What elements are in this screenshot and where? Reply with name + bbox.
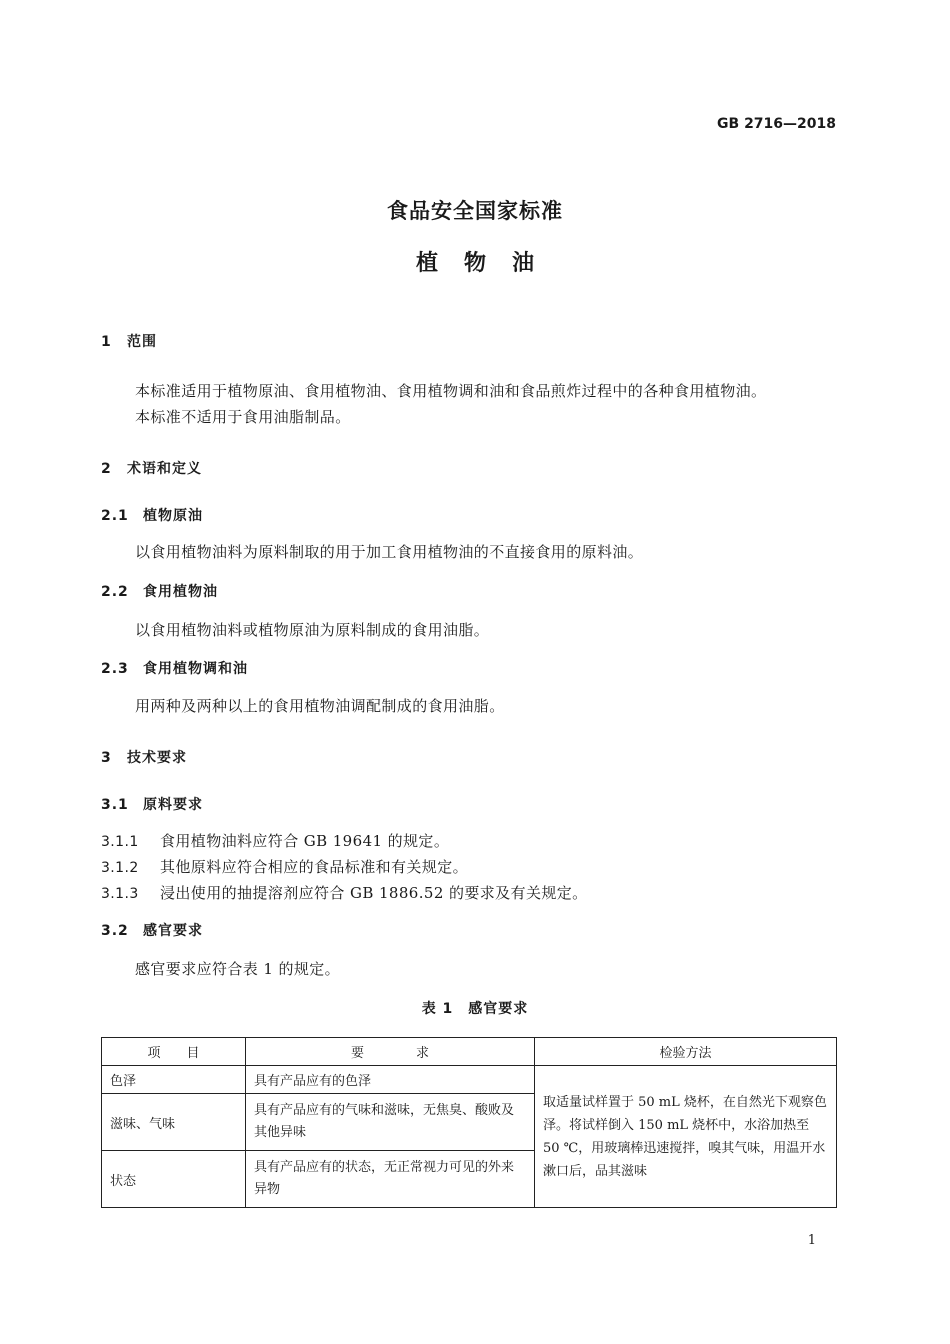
sensory-requirements-table [101,1037,837,1208]
section-2-heading [101,458,202,478]
section-2-2-heading [101,581,218,601]
document-title: 食品安全国家标准 [387,199,563,223]
clause-number: 3.1.1 [101,834,139,850]
section-3-1-heading [101,794,203,814]
table-header-row [102,1038,837,1066]
section-title: 食用植物调和油 [143,661,248,677]
section-number: 3 [101,750,112,766]
table-row [102,1066,837,1094]
section-number: 3.2 [101,923,129,939]
requirement-cell: 具有产品应有的色泽 [246,1066,535,1094]
header-item: 项 目 [102,1038,246,1066]
header-requirement: 要 求 [246,1038,535,1066]
section-title: 感官要求 [143,923,203,939]
header-method: 检验方法 [535,1038,837,1066]
item-cell: 状态 [102,1151,246,1208]
table-caption: 表 1 感官要求 [421,1001,529,1017]
page-number: 1 [807,1233,816,1248]
clause-3-1-3 [101,882,588,903]
paragraph: 用两种及两种以上的食用植物油调配制成的食用油脂。 [135,697,505,715]
section-title: 植物原油 [143,508,203,524]
clause-text: 其他原料应符合相应的食品标准和有关规定。 [160,858,469,876]
clause-number: 3.1.3 [101,886,139,902]
clause-number: 3.1.2 [101,860,139,876]
section-3-heading [101,747,187,767]
section-2-1-heading [101,505,203,525]
clause-3-1-2 [101,856,468,877]
section-2-3-heading [101,658,248,678]
section-title: 术语和定义 [127,461,202,477]
requirement-cell: 具有产品应有的状态，无正常视力可见的外来异物 [246,1151,535,1208]
section-number: 2 [101,461,112,477]
paragraph: 感官要求应符合表 1 的规定。 [135,960,341,978]
requirement-cell: 具有产品应有的气味和滋味，无焦臭、酸败及其他异味 [246,1094,535,1151]
section-number: 2.3 [101,661,129,677]
item-cell: 色泽 [102,1066,246,1094]
clause-text: 食用植物油料应符合 GB 19641 的规定。 [160,832,450,850]
document-subtitle: 植物油 [415,251,560,276]
standard-number: GB 2716—2018 [717,116,836,132]
section-title: 范围 [127,334,157,350]
paragraph: 本标准适用于植物原油、食用植物油、食用植物调和油和食品煎炸过程中的各种食用植物油。 [135,382,767,400]
section-title: 食用植物油 [143,584,218,600]
section-number: 3.1 [101,797,129,813]
paragraph: 本标准不适用于食用油脂制品。 [135,408,351,426]
clause-text: 浸出使用的抽提溶剂应符合 GB 1886.52 的要求及有关规定。 [160,884,588,902]
section-title: 原料要求 [143,797,203,813]
section-3-2-heading [101,920,203,940]
section-number: 2.2 [101,584,129,600]
paragraph: 以食用植物油料为原料制取的用于加工食用植物油的不直接食用的原料油。 [135,543,644,561]
item-cell: 滋味、气味 [102,1094,246,1151]
section-title: 技术要求 [127,750,187,766]
clause-3-1-1 [101,830,449,851]
method-cell: 取适量试样置于 50 mL 烧杯，在自然光下观察色泽。将试样倒入 150 mL 烧杯中，水浴加热至 50 ℃，用玻璃棒迅速搅拌，嗅其气味，用温开水漱口后，品其滋味 [535,1066,837,1208]
section-1-heading [101,331,157,351]
section-number: 1 [101,334,112,350]
section-number: 2.1 [101,508,129,524]
paragraph: 以食用植物油料或植物原油为原料制成的食用油脂。 [135,621,490,639]
